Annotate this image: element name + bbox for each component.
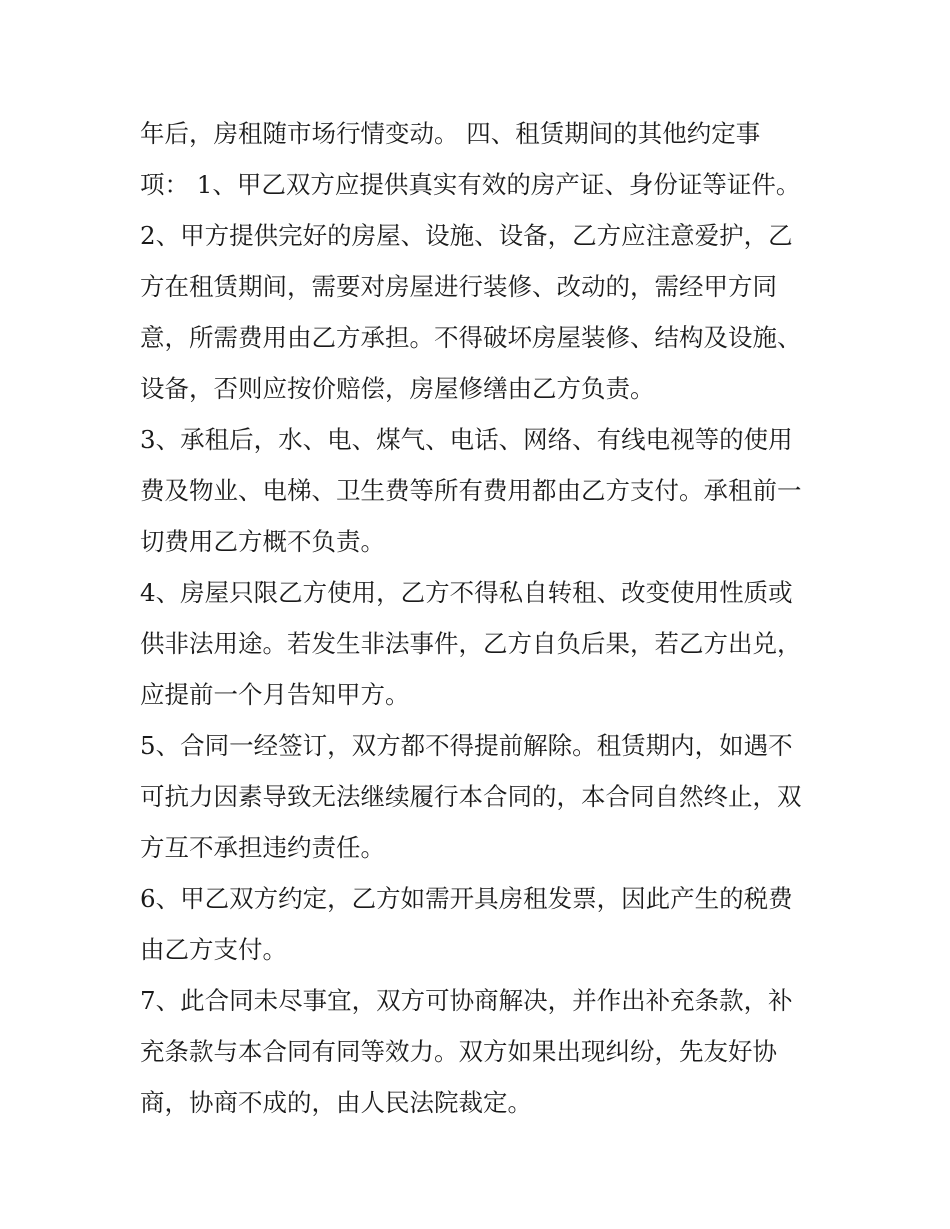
text-line: 方互不承担违约责任。 [140, 833, 385, 862]
text-line: 4、房屋只限乙方使用，乙方不得私自转租、改变使用性质或 [140, 578, 793, 607]
text-line: 充条款与本合同有同等效力。双方如果出现纠纷，先友好协 [140, 1037, 777, 1066]
text-line: 由乙方支付。 [140, 935, 287, 964]
text-line: 3、承租后，水、电、煤气、电话、网络、有线电视等的使用 [140, 425, 793, 454]
text-line: 设备，否则应按价赔偿，房屋修缮由乙方负责。 [140, 374, 655, 403]
text-line: 5、合同一经签订，双方都不得提前解除。租赁期内，如遇不 [140, 731, 793, 760]
text-line: 2、甲方提供完好的房屋、设施、设备，乙方应注意爱护，乙 [140, 221, 793, 250]
text-line: 意，所需费用由乙方承担。不得破坏房屋装修、结构及设施、 [140, 323, 802, 352]
text-line: 供非法用途。若发生非法事件，乙方自负后果，若乙方出兑， [140, 629, 802, 658]
text-line: 年后，房租随市场行情变动。 四、租赁期间的其他约定事 [140, 119, 761, 148]
text-line: 7、此合同未尽事宜，双方可协商解决，并作出补充条款，补 [140, 986, 793, 1015]
text-line: 切费用乙方概不负责。 [140, 527, 385, 556]
text-line: 可抗力因素导致无法继续履行本合同的，本合同自然终止，双 [140, 782, 802, 811]
text-line: 应提前一个月告知甲方。 [140, 680, 410, 709]
text-line: 费及物业、电梯、卫生费等所有费用都由乙方支付。承租前一 [140, 476, 802, 505]
text-line: 方在租赁期间，需要对房屋进行装修、改动的，需经甲方同 [140, 272, 777, 301]
contract-body-text [140, 108, 820, 1128]
text-line: 项： 1、甲乙双方应提供真实有效的房产证、身份证等证件。 [140, 170, 801, 199]
text-line: 6、甲乙双方约定，乙方如需开具房租发票，因此产生的税费 [140, 884, 793, 913]
text-line: 商，协商不成的，由人民法院裁定。 [140, 1088, 532, 1117]
